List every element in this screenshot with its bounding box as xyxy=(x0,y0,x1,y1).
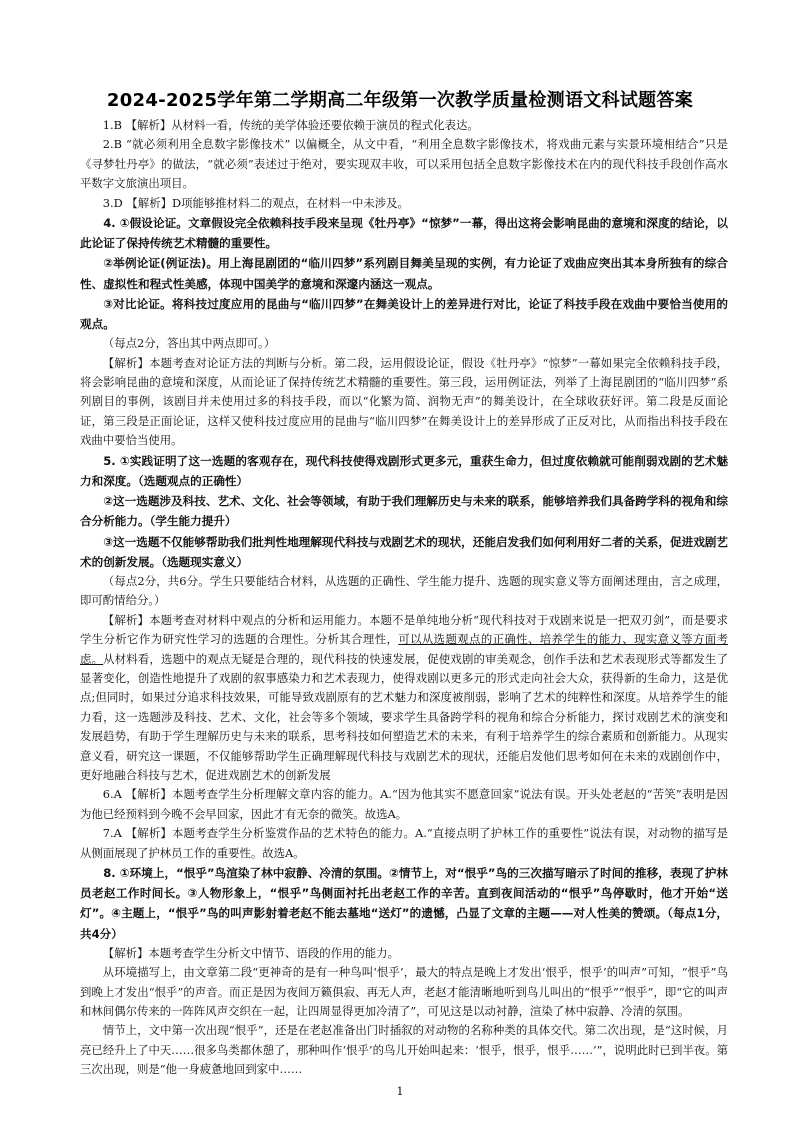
underlined-text: 可以从选题观点的正确性、培养学生的能力、现实意义等方面考虑。 xyxy=(80,632,728,666)
answer-paragraph-bold: ②这一选题涉及科技、艺术、文化、社会等领域，有助于我们理解历史与未来的联系，能够培养我们具备跨学科的视角和综合分析能力。（学生能力提升） xyxy=(80,494,728,529)
page-number: 1 xyxy=(396,1085,404,1098)
paragraph-text: 【解析】本题考查对材料中观点的分析和运用能力。本题不是单纯地分析“现代科技对于戏剧来说是一把双刃剑”，而是要求学生分析它作为研究性学习的选题的合理性。分析其合理性， xyxy=(80,612,728,647)
answer-body xyxy=(80,116,728,1080)
answer-paragraph: 1.B 【解析】从材料一看，传统的美学体验还要依赖于演员的程式化表达。 xyxy=(102,118,479,132)
answer-paragraph: 【解析】本题考查学生分析文中情节、语段的作用的能力。 xyxy=(102,945,399,960)
answer-paragraph-bold: 5. ①实践证明了这一选题的客观存在，现代科技使得戏剧形式更多元，重获生命力，但过度依赖就可能削弱戏剧的艺术魅力和深度。（选题观点的正确性） xyxy=(80,453,728,488)
answer-paragraph: 情节上，文中第一次出现“恨乎”，还是在老赵准备出门时插叙的对动物的名称种类的具体交代。第二次出现，是“这时候，月亮已经升上了中天……很多鸟类都休憩了，那种叫作‘恨乎’的鸟儿开始叫起来：‘恨乎，恨乎，恨乎……’”，说明此时已到半夜。第三次出现，则是“他一身疲惫地回到家中…… xyxy=(80,1023,728,1077)
answer-paragraph: 3.D 【解析】D项能够推材料二的观点，在材料一中未涉及。 xyxy=(102,195,409,210)
answer-paragraph-bold: 8. ①环境上，“恨乎”鸟渲染了林中寂静、冷清的氛围。②情节上，对“恨乎”鸟的三次描写暗示了时间的推移，表现了护林员老赵工作时间长。③人物形象上，“恨乎”鸟侧面衬托出老赵工作的辛苦。直到夜间活动的“恨乎”鸟停歇时，他才开始“送灯”。④主题上，“恨乎”鸟的叫声影射着老赵不能去墓地“送灯”的遗憾，凸显了文章的主题——对人性美的赞颂。（每点1分，共4分） xyxy=(80,866,728,941)
answer-paragraph: 【解析】本题考查对论证方法的判断与分析。第二段，运用假设论证，假设《牡丹亭》“惊梦”一幕如果完全依赖科技手段，将会影响昆曲的意境和深度，从而论证了保持传统艺术精髓的重要性。第三段，运用例证法，列举了上海昆剧团的“临川四梦”系列剧目的事例，该剧目并未使用过多的科技手段，而以“化繁为简、润物无声”的舞美设计，在全球收获好评。第二段是反面论证，第三段是正面论证，这样又使科技过度应用的昆曲与“临川四梦”在舞美设计上的差异形成了正反对比，从而指出科技手段在戏曲中要恰当使用。 xyxy=(80,355,728,448)
answer-paragraph xyxy=(80,611,728,786)
answer-paragraph-bold: ②举例论证(例证法)。用上海昆剧团的“临川四梦”系列剧目舞美呈现的实例，有力论证了戏曲应突出其本身所独有的综合性、虚拟性和程式性美感，体现中国美学的意境和深邃内涵这一观点。 xyxy=(80,256,728,291)
page-title: 2024-2025学年第二学期高二年级第一次教学质量检测语文科试题答案 xyxy=(106,90,694,111)
answer-paragraph: （每点2分，共6分。学生只要能结合材料，从选题的正确性、学生能力提升、选题的现实意义等方面阐述理由，言之成理，即可酌情给分。） xyxy=(80,573,728,608)
paragraph-text: 从材料看，选题中的观点无疑是合理的，现代科技的快速发展，促使戏剧的审美观念，创作手法和艺术表现形式等都发生了显著变化，创造性地提升了戏剧的叙事感染力和艺术表现力，使得戏剧以更多元的形式走向社会大众，获得新的生命力，这是优点;但同时，如果过分追求科技效果，可能导致戏剧原有的艺术魅力和深度被削弱，影响了艺术的纯粹性和深度。从培养学生的能力看，这一选题涉及科技、艺术、文化，社会等多个领域，要求学生具备跨学科的视角和综合分析能力，探讨戏剧艺术的演变和发展趋势，有助于学生理解历史与未来的联系，思考科技如何塑造艺术的未来，有利于培养学生的综合素质和创新能力。从现实意义看，研究这一课题，不仅能够帮助学生正确理解现代科技与戏剧艺术的现状，还能启发他们思考如何在未来的戏剧创作中，更好地融合科技与艺术，促进戏剧艺术的创新发展 xyxy=(80,651,728,782)
answer-paragraph-bold: ③对比论证。将科技过度应用的昆曲与“临川四梦”在舞美设计上的差异进行对比，论证了科技手段在戏曲中要恰当使用的观点。 xyxy=(80,296,728,332)
answer-paragraph: 7.A 【解析】本题考查学生分析鉴赏作品的艺术特色的能力。A.“直接点明了护林工作的重要性”说法有误，对动物的描写是从侧面展现了护林员工作的重要性。故选A。 xyxy=(80,826,728,860)
answer-paragraph: （每点2分，答出其中两点即可。） xyxy=(102,336,276,351)
answer-paragraph: 6.A 【解析】本题考查学生分析理解文章内容的能力。A.“因为他其实不愿意回家”说法有误。开头处老赵的“苦笑”表明是因为他已经预料到今晚不会早回家，因此才有无奈的微笑。故选A。 xyxy=(80,787,728,821)
answer-paragraph: 2.B “就必须利用全息数字影像技术” 以偏概全，从文中看，“利用全息数字影像技术，将戏曲元素与实景环境相结合”只是《寻梦牡丹亭》的做法，“就必须”表述过于绝对，要实现双丰收，可以采用包括全息数字影像技术在内的现代科技手段创作高水平数字文旅演出项目。 xyxy=(80,137,728,191)
answer-paragraph-bold: ③这一选题不仅能够帮助我们批判性地理解现代科技与戏剧艺术的现状，还能启发我们如何利用好二者的关系，促进戏剧艺术的创新发展。（选题现实意义） xyxy=(80,534,728,569)
answer-paragraph-bold: 4. ①假设论证。文章假设完全依赖科技手段来呈现《牡丹亭》“惊梦”一幕，得出这将会影响昆曲的意境和深度的结论，以此论证了保持传统艺术精髓的重要性。 xyxy=(80,216,728,251)
answer-paragraph: 从环境描写上，由文章第二段“更神奇的是有一种鸟叫‘恨乎’，最大的特点是晚上才发出‘恨乎，恨乎’的叫声”可知，“恨乎”鸟到晚上才发出“恨乎”的声音。而正是因为夜间万籁俱寂、再无人声，老赵才能清晰地听到鸟儿叫出的“恨乎”“恨乎”，即“它的叫声和林间偶尔传来的一阵阵风声交织在一起，让四周显得更加冷清了”，可见这是以动衬静，渲染了林中寂静、冷清的氛围。 xyxy=(80,965,728,1019)
